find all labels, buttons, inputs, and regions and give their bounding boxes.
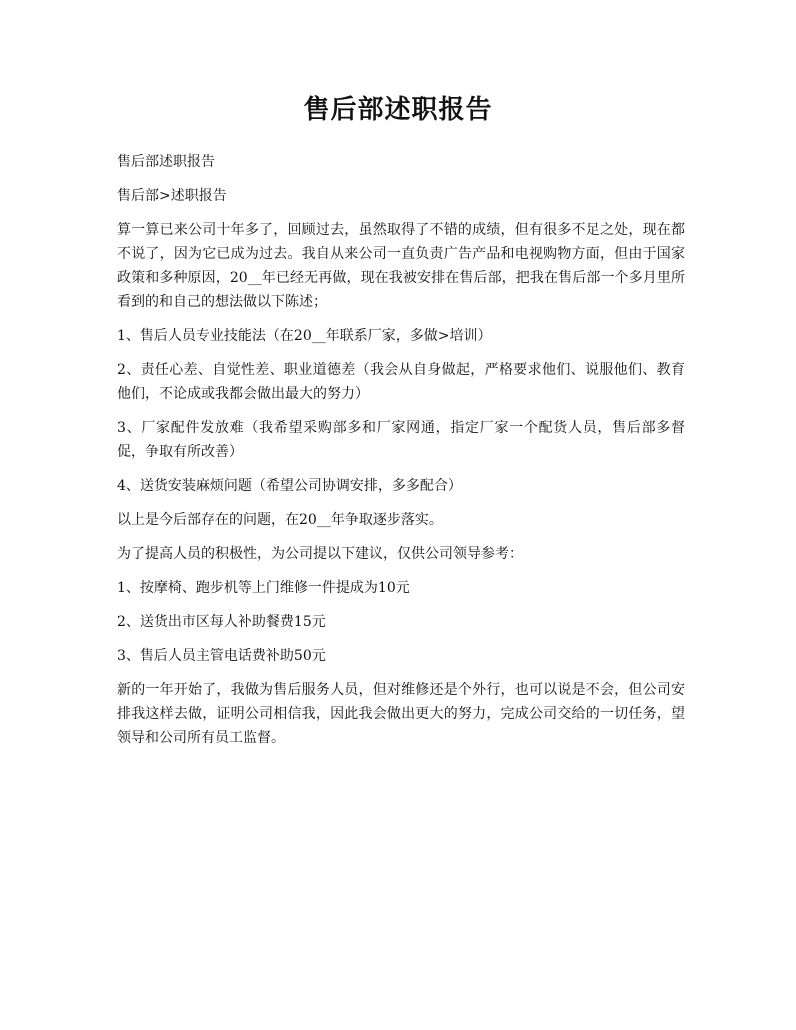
paragraph-closing: 新的一年开始了，我做为售后服务人员，但对维修还是个外行，也可以说是不会，但公司安排我这样去做，证明公司相信我，因此我会做出更大的努力，完成公司交给的一切任务，望领导和公司所有员工监督。	[117, 682, 685, 746]
paragraph-subtitle: 售后部述职报告	[117, 154, 215, 170]
issue-item-3: 3、厂家配件发放难（我希望采购部多和厂家网通，指定厂家一个配货人员，售后部多督促，争取有所改善）	[117, 420, 685, 460]
issue-item-1: 1、售后人员专业技能法（在20__年联系厂家，多做>培训）	[117, 328, 492, 344]
paragraph-summary: 以上是今后部存在的问题，在20__年争取逐步落实。	[117, 512, 443, 528]
suggestion-item-1: 1、按摩椅、跑步机等上门维修一件提成为10元	[117, 580, 410, 596]
suggestion-item-2: 2、送货出市区每人补助餐费15元	[117, 614, 326, 630]
suggestion-item-3: 3、售后人员主管电话费补助50元	[117, 648, 326, 664]
paragraph-breadcrumb: 售后部>述职报告	[117, 188, 227, 204]
document-title: 售后部述职报告	[303, 95, 493, 125]
issue-item-4: 4、送货安装麻烦问题（希望公司协调安排，多多配合）	[117, 478, 462, 494]
issue-item-2: 2、责任心差、自觉性差、职业道德差（我会从自身做起，严格要求他们、说服他们、教育他们，不论成或我都会做出最大的努力）	[117, 362, 685, 402]
paragraph-suggestion-intro: 为了提高人员的积极性，为公司提以下建议，仅供公司领导参考：	[117, 546, 523, 562]
paragraph-intro: 算一算已来公司十年多了，回顾过去，虽然取得了不错的成绩，但有很多不足之处，现在都不说了，因为它已成为过去。我自从来公司一直负责广告产品和电视购物方面，但由于国家政策和多种原因，20__年已经无再做，现在我被安排在售后部，把我在售后部一个多月里所看到的和自己的想法做以下陈述；	[117, 222, 685, 310]
